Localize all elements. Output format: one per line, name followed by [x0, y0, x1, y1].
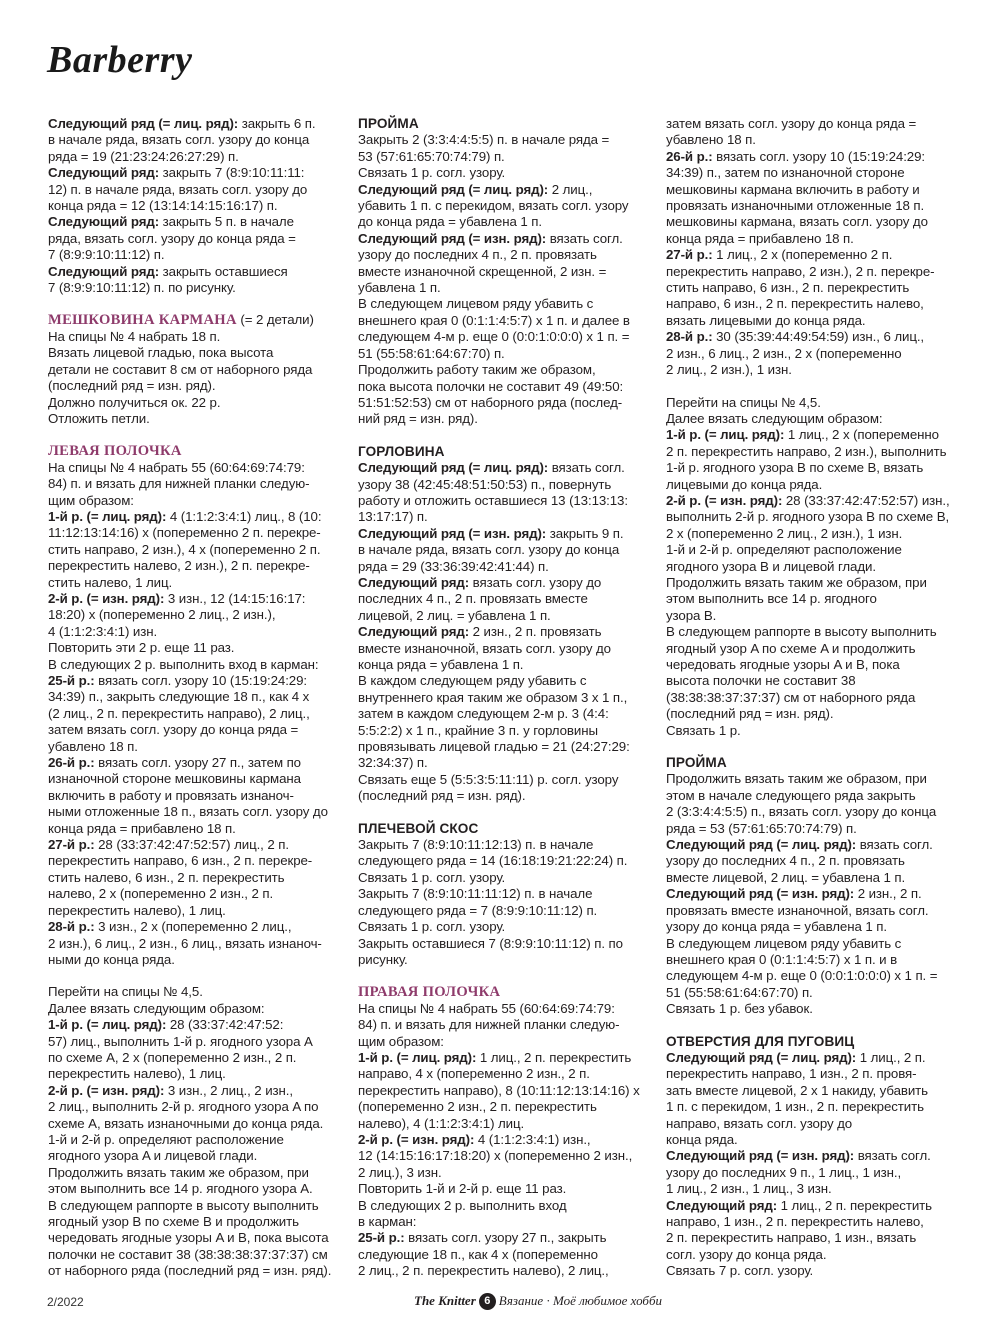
text-column-1	[48, 116, 344, 1280]
text-line: перекрестить направо, 1 изн., 2 п. провя-	[666, 1066, 917, 1082]
text-line: В следующих 2 р. выполнить вход в карман:	[48, 656, 319, 672]
instruction-line	[666, 329, 962, 345]
text-line: На спицы № 4 набрать 18 п.	[48, 328, 221, 344]
text-line: последних 4 п., 2 п. провязать вместе	[358, 591, 588, 607]
text-line: направо, вязать согл. узору до	[666, 1115, 853, 1131]
row-instruction: 4 (1:1:2:3:4:1) лиц., 8 (10:	[166, 508, 322, 524]
text-line: 2 изн.), 6 лиц., 2 изн., 6 лиц., вязать изнаноч-	[48, 935, 322, 951]
page-number-badge: 6	[479, 1293, 496, 1310]
text-line: направо, 4 х (попеременно 2 изн., 2 п.	[358, 1066, 590, 1082]
paragraph-gap	[666, 1018, 962, 1034]
text-line: Связать 1 р. без убавок.	[666, 1001, 813, 1017]
text-line: ягодный узор B по схеме B и продолжить	[48, 1214, 299, 1229]
row-instruction: закрыть оставшиеся	[159, 263, 288, 279]
row-instruction: 2 лиц.,	[548, 181, 593, 197]
text-line: 84) п. и вязать для нижней планки следую-	[48, 476, 310, 492]
text-line: затем вязать согл. узору до конца ряда =	[48, 722, 299, 738]
subsection-heading: ПЛЕЧЕВОЙ СКОС	[358, 820, 479, 836]
magazine-tagline: Вязание · Моё любимое хобби	[498, 1293, 662, 1308]
text-line: схеме A, вязать изнаночными до конца ряда.	[48, 1115, 324, 1131]
text-line: мешковины кармана включить в работу и	[666, 181, 920, 197]
text-line: Связать 1 р. согл. узору.	[358, 919, 506, 935]
text-line: узору до конца ряда = убавлена 1 п.	[666, 919, 887, 935]
row-label: 2-й р. (= изн. ряд):	[666, 492, 783, 508]
row-label: 1-й р. (= лиц. ряд):	[48, 1017, 167, 1033]
text-line: Закрыть 7 (8:9:10:11:12:13) п. в начале	[358, 837, 594, 853]
text-line: ягодного узора A и лицевой глади.	[48, 1148, 258, 1164]
text-line: 11:12:13:14:16) х (попеременно 2 п. перекре-	[48, 525, 321, 541]
text-line: вместе изнаночной скрещенной, 2 изн. =	[358, 263, 607, 279]
text-line: 51 (55:58:61:64:67:70) п.	[666, 984, 813, 1000]
text-line: В каждом следующем ряду убавить с	[358, 673, 587, 689]
text-line: 13:17:17) п.	[358, 509, 428, 525]
text-line: лицевой, 2 лиц. = убавлена 1 п.	[358, 607, 551, 623]
row-instruction: вязать согл.	[856, 837, 933, 853]
row-instruction: 1 лиц., 2 х (попеременно 2 п.	[712, 247, 893, 263]
row-label: Следующий ряд (= изн. ряд):	[358, 230, 547, 246]
instruction-line	[666, 886, 962, 902]
text-line: В следующих 2 р. выполнить вход	[358, 1197, 567, 1213]
instruction-line	[666, 1198, 962, 1214]
section-heading-title: ЛЕВАЯ ПОЛОЧКА	[48, 443, 182, 460]
row-label: Следующий ряд (= изн. ряд):	[666, 886, 855, 902]
section-heading	[358, 984, 653, 1000]
paragraph-gap	[666, 379, 962, 395]
text-line: провязать изнаночными отложенные 18 п.	[666, 198, 925, 214]
row-instruction: 1 лиц., 2 п. перекрестить	[777, 1197, 932, 1213]
instruction-line	[358, 1050, 653, 1066]
text-line: 1 лиц., 2 изн., 1 лиц., 3 изн.	[666, 1181, 832, 1197]
text-line: Продолжить вязать таким же образом, при	[666, 574, 927, 590]
text-line: убавлено 18 п.	[666, 132, 756, 148]
section-heading-title: ПРАВАЯ ПОЛОЧКА	[358, 984, 501, 1001]
row-instruction: 2 изн., 2 п. провязать	[469, 624, 602, 640]
text-line: 12) п. в начале ряда, вязать согл. узору до	[48, 181, 308, 197]
instruction-line	[48, 591, 344, 607]
text-line: лицевыми до конца ряда.	[666, 476, 823, 492]
row-instruction: вязать согл.	[548, 460, 625, 476]
text-line: пока высота полочки не составит 49 (49:50:	[358, 378, 624, 394]
text-line: налево), 4 (1:1:2:3:4:1) лиц.	[358, 1115, 525, 1131]
paragraph-gap	[666, 739, 962, 755]
instruction-line	[48, 1083, 344, 1099]
text-line: В следующем лицевом ряду убавить с	[666, 935, 902, 951]
text-line: Продолжить вязать таким же образом, при	[48, 1164, 309, 1180]
row-instruction: 28 (33:37:42:47:52:	[166, 1017, 284, 1033]
text-line: выполнить 2-й р. ягодного узора B по схеме B,	[666, 509, 950, 525]
text-line: (38:38:38:37:37:37) см от наборного ряда	[666, 689, 916, 705]
text-line: следующем 4-м р. еще 0 (0:0:1:0:0:0) х 1 п. =	[666, 968, 938, 984]
text-line: конца ряда = 12 (13:14:14:15:16:17) п.	[48, 198, 278, 214]
text-line: ягодный узор A по схеме A и продолжить	[666, 640, 916, 656]
text-line: конца ряда = убавлена 1 п.	[358, 657, 524, 672]
text-line: 57) лиц., выполнить 1-й р. ягодного узора A	[48, 1033, 313, 1049]
section-heading-note: (= 2 детали)	[236, 312, 314, 328]
text-line: конца ряда = прибавлено 18 п.	[48, 820, 236, 836]
row-label: 28-й р.:	[666, 329, 713, 345]
text-line: узору 38 (42:45:48:51:50:53) п., повернуть	[358, 476, 612, 492]
row-label: Следующий ряд (= лиц. ряд):	[666, 837, 857, 853]
instruction-line	[48, 837, 344, 853]
text-line: стить налево, 6 изн., 2 п. перекрестить	[48, 869, 285, 885]
text-line: Закрыть 7 (8:9:10:11:11:12) п. в начале	[358, 886, 593, 902]
instruction-line	[666, 493, 962, 509]
issue-number: 2/2022	[47, 1295, 84, 1309]
section-heading	[48, 312, 344, 328]
row-label: Следующий ряд (= лиц. ряд):	[666, 1049, 857, 1065]
text-line: узору до последних 4 п., 2 п. провязать	[358, 247, 597, 263]
text-line: 51:51:52:53) см от наборного ряда (послед-	[358, 394, 623, 410]
text-line: ряда = 53 (57:61:65:70:74:79) п.	[666, 820, 857, 836]
text-line: 2 лиц., выполнить 2-й р. ягодного узора A по	[48, 1099, 319, 1115]
row-label: Следующий ряд (= лиц. ряд):	[48, 116, 239, 131]
text-line: чередовать ягодные узоры A и B, пока высота	[48, 1230, 329, 1246]
text-line: в карман:	[358, 1214, 417, 1229]
text-line: высота полочки не составит 38	[666, 673, 856, 689]
text-line: 18:20) х (попеременно 2 лиц., 2 изн.),	[48, 607, 276, 623]
text-line: следующего ряда = 14 (16:18:19:21:22:24) п.	[358, 853, 628, 869]
row-label: Следующий ряд:	[48, 214, 160, 230]
text-line: направо, 6 изн., 2 п. перекрестить налево,	[666, 296, 924, 312]
text-line: внешнего края 0 (0:1:1:4:5:7) х 1 п. и далее в	[358, 312, 630, 328]
text-line: от наборного ряда (последний ряд = изн. ряд).	[48, 1263, 332, 1279]
text-line: Перейти на спицы № 4,5.	[666, 394, 821, 410]
text-line: 34:39) п., закрыть следующие 18 п., как 4 х	[48, 689, 310, 705]
text-line: Связать 1 р.	[666, 722, 741, 738]
text-line: конца ряда = прибавлено 18 п.	[666, 230, 854, 246]
subsection-heading: ПРОЙМА	[358, 116, 419, 131]
row-label: Следующий ряд:	[48, 263, 160, 279]
row-label: 28-й р.:	[48, 919, 95, 935]
text-line: детали не составит 8 см от наборного ряда	[48, 361, 313, 377]
instruction-line	[48, 755, 344, 771]
text-line: щим образом:	[48, 492, 134, 508]
text-line: В следующем раппорте в высоту выполнить	[48, 1197, 319, 1213]
text-line: этом выполнить все 14 р. ягодного узора A.	[48, 1181, 313, 1197]
text-line: работу и отложить оставшиеся 13 (13:13:13:	[358, 492, 628, 508]
row-label: Следующий ряд:	[358, 624, 470, 640]
row-label: 2-й р. (= изн. ряд):	[48, 1082, 165, 1098]
text-line: 12 (14:15:16:17:18:20) х (попеременно 2 изн.,	[358, 1148, 633, 1164]
text-line: Закрыть оставшиеся 7 (8:9:9:10:11:12) п. по	[358, 935, 623, 951]
row-instruction: 1 лиц., 2 п. перекрестить	[476, 1049, 632, 1065]
text-line: Повторить эти 2 р. еще 11 раз.	[48, 640, 235, 656]
row-instruction: вязать согл. узору 10 (15:19:24:29:	[712, 148, 925, 164]
text-line: внутреннего края таким же образом 3 х 1 п.,	[358, 689, 628, 705]
instruction-line	[666, 1050, 962, 1066]
text-line: (последний ряд = изн. ряд).	[358, 788, 526, 804]
text-line: 2 лиц.), 3 изн.	[358, 1164, 442, 1180]
text-line: 7 (8:9:9:10:11:12) п. по рисунку.	[48, 280, 236, 296]
instruction-line	[666, 1148, 962, 1164]
instruction-line	[48, 165, 344, 181]
section-heading-title: МЕШКОВИНА КАРМАНА	[48, 312, 237, 329]
text-line: налево, 2 х (попеременно 2 изн., 2 п.	[48, 886, 274, 902]
text-column-2	[358, 116, 653, 1280]
text-line: 32:34:37) п.	[358, 755, 428, 771]
text-line: На спицы № 4 набрать 55 (60:64:69:74:79:	[358, 1000, 615, 1016]
text-line: ряда = 29 (33:36:39:42:41:44) п.	[358, 558, 549, 574]
text-line: перекрестить направо, 6 изн., 2 п. перекре-	[48, 853, 313, 869]
row-label: 26-й р.:	[666, 148, 713, 164]
row-instruction: закрыть 6 п.	[238, 116, 316, 131]
row-label: Следующий ряд:	[666, 1197, 778, 1213]
row-instruction: закрыть 9 п.	[546, 525, 624, 541]
instruction-line	[48, 1017, 344, 1033]
text-line: перекрестить направо, 2 изн.), 2 п. перекре-	[666, 263, 935, 279]
row-instruction: 1 лиц., 2 п.	[856, 1049, 926, 1065]
text-line: следующие 18 п., как 4 х (попеременно	[358, 1246, 598, 1262]
row-label: Следующий ряд:	[358, 574, 470, 590]
text-line: следующем 4-м р. еще 0 (0:0:1:0:0:0) х 1 п. =	[358, 329, 630, 345]
row-instruction: вязать согл. узору 27 п., затем по	[94, 755, 301, 771]
text-line: затем вязать согл. узору до конца ряда =	[666, 116, 917, 131]
text-line: изнаночной стороне мешковины кармана	[48, 771, 301, 787]
text-line: 7 (8:9:9:10:11:12) п.	[48, 247, 165, 263]
text-line: В следующем лицевом ряду убавить с	[358, 296, 594, 312]
footer-masthead	[414, 1293, 662, 1310]
text-line: стить направо, 2 изн.), 4 х (попеременно 2 п.	[48, 541, 321, 557]
text-line: 1-й и 2-й р. определяют расположение	[666, 542, 902, 558]
instruction-line	[48, 264, 344, 280]
row-instruction: 1 лиц., 2 х (попеременно	[784, 427, 939, 443]
row-instruction: вязать согл. узору 27 п., закрыть	[404, 1230, 607, 1246]
text-line: провязывать лицевой гладью = 21 (24:27:29:	[358, 739, 630, 755]
text-line: направо, 1 изн., 2 п. перекрестить налево,	[666, 1214, 924, 1229]
instruction-line	[666, 149, 962, 165]
row-instruction: вязать согл. узору до	[469, 574, 602, 590]
text-line: убавлено 18 п.	[48, 738, 138, 754]
row-instruction: 3 изн., 2 х (попеременно 2 лиц.,	[94, 919, 292, 935]
instruction-line	[48, 116, 344, 132]
instruction-line	[666, 837, 962, 853]
text-line: 2 изн., 6 лиц., 2 изн., 2 х (попеременно	[666, 345, 902, 361]
paragraph-gap	[48, 427, 344, 443]
text-line: Перейти на спицы № 4,5.	[48, 984, 203, 1000]
text-line: 34:39) п., затем по изнаночной стороне	[666, 165, 905, 181]
text-line: Далее вязать следующим образом:	[666, 410, 883, 426]
text-line: ряда = 19 (21:23:24:26:27:29) п.	[48, 148, 239, 164]
text-line: перекрестить налево), 1 лиц.	[48, 1066, 226, 1082]
row-label: 27-й р.:	[666, 247, 713, 263]
row-instruction: 4 (1:1:2:3:4:1) изн.,	[474, 1131, 591, 1147]
text-line: ряда, вязать согл. узору до конца ряда =	[48, 230, 296, 246]
text-line: убавлена 1 п.	[358, 280, 441, 296]
row-instruction: 3 изн., 2 лиц., 2 изн.,	[164, 1082, 293, 1098]
text-line: 5:5:2:2) х 1 п., крайние 3 п. у горловины	[358, 722, 598, 738]
text-line: в начале ряда, вязать согл. узору до конца	[48, 132, 310, 148]
text-line: ягодного узора B и лицевой глади.	[666, 558, 876, 574]
text-line: этом выполнить все 14 р. ягодного	[666, 591, 877, 607]
instruction-line	[666, 427, 962, 443]
row-instruction: 28 (33:37:42:47:52:57) изн.,	[782, 492, 950, 508]
magazine-brand: The Knitter	[414, 1293, 476, 1308]
text-line: Должно получиться ок. 22 р.	[48, 394, 221, 410]
text-line: этом в начале следующего ряда закрыть	[666, 787, 916, 803]
text-line: Связать еще 5 (5:5:3:5:11:11) р. согл. узору	[358, 771, 619, 787]
pattern-title: Barberry	[47, 39, 193, 81]
text-line: 2 лиц., 2 изн.), 1 изн.	[666, 362, 792, 378]
text-line: Связать 7 р. согл. узору.	[666, 1263, 814, 1279]
text-line: Связать 1 р. согл. узору.	[358, 165, 506, 181]
row-label: 25-й р.:	[358, 1230, 405, 1246]
text-line: 2 п. перекрестить направо, 1 изн., вязать	[666, 1230, 917, 1246]
text-line: 1 п. с перекидом, 1 изн., 2 п. перекрестить	[666, 1099, 924, 1115]
text-line: вязать лицевыми до конца ряда.	[666, 312, 866, 328]
text-line: Закрыть 2 (3:3:4:4:5:5) п. в начале ряда =	[358, 132, 610, 148]
text-line: В следующем раппорте в высоту выполнить	[666, 624, 937, 640]
text-line: включить в работу и провязать изнаноч-	[48, 787, 294, 803]
instruction-line	[358, 231, 653, 247]
text-line: На спицы № 4 набрать 55 (60:64:69:74:79:	[48, 459, 305, 475]
text-line: согл. узору до конца ряда.	[666, 1246, 827, 1262]
instruction-line	[48, 214, 344, 230]
instruction-line	[48, 509, 344, 525]
text-line: полочки не составит 38 (38:38:38:37:37:37) см	[48, 1246, 328, 1262]
text-line: в начале ряда, вязать согл. узору до конца	[358, 542, 620, 558]
row-label: Следующий ряд (= лиц. ряд):	[358, 460, 549, 476]
row-label: 1-й р. (= лиц. ряд):	[48, 508, 167, 524]
text-line: до конца ряда = убавлена 1 п.	[358, 214, 542, 230]
paragraph-gap	[358, 968, 653, 984]
instruction-line	[358, 460, 653, 476]
text-line: чередовать ягодные узоры A и B, пока	[666, 657, 900, 672]
text-line: (последний ряд = изн. ряд).	[666, 706, 834, 722]
text-line: Далее вязать следующим образом:	[48, 1000, 265, 1016]
paragraph-gap	[358, 428, 653, 444]
row-label: Следующий ряд:	[48, 165, 160, 181]
row-label: Следующий ряд (= изн. ряд):	[666, 1148, 855, 1164]
text-line: перекрестить налево, 2 изн.), 2 п. перекре-	[48, 558, 310, 574]
text-line: Отложить петли.	[48, 410, 150, 426]
subsection-heading: ПРОЙМА	[666, 755, 727, 771]
text-line: (2 лиц., 2 п. перекрестить направо), 2 лиц.,	[48, 705, 310, 721]
row-instruction: закрыть 5 п. в начале	[159, 214, 294, 230]
text-line: 51 (55:58:61:64:67:70) п.	[358, 345, 505, 361]
text-line: Связать 1 р. согл. узору.	[358, 869, 506, 885]
text-line: Вязать лицевой гладью, пока высота	[48, 345, 274, 361]
text-line: стить налево, 1 лиц.	[48, 574, 173, 590]
row-instruction: вязать согл. узору 10 (15:19:24:29:	[94, 673, 307, 688]
row-label: 26-й р.:	[48, 755, 95, 771]
text-line: ными отложенные 18 п., вязать согл. узору до	[48, 804, 328, 820]
text-line: ний ряд = изн. ряд).	[358, 411, 478, 427]
paragraph-gap	[48, 968, 344, 984]
instruction-line	[358, 1230, 653, 1246]
text-line: 2 (3:3:4:4:5:5) п., вязать согл. узору до конца	[666, 804, 937, 820]
row-instruction: 30 (35:39:44:49:54:59) изн., 6 лиц.,	[712, 329, 925, 345]
paragraph-gap	[358, 805, 653, 821]
text-line: следующего ряда = 7 (8:9:9:10:11:12) п.	[358, 902, 598, 918]
text-line: Продолжить работу таким же образом,	[358, 362, 596, 378]
text-line: по схеме A, 2 х (попеременно 2 изн., 2 п.	[48, 1049, 297, 1065]
text-line: 2 х (попеременно 2 лиц., 2 изн.), 1 изн.	[666, 525, 903, 541]
instruction-line	[48, 673, 344, 689]
text-line: ными до конца ряда.	[48, 951, 175, 967]
row-label: Следующий ряд (= лиц. ряд):	[358, 181, 549, 197]
row-instruction: вязать согл.	[546, 230, 623, 246]
row-label: 27-й р.:	[48, 837, 95, 853]
text-line: конца ряда.	[666, 1131, 738, 1147]
text-line: затем в каждом следующем 2-м р. 3 (4:4:	[358, 706, 609, 722]
instruction-line	[358, 182, 653, 198]
text-line: (последний ряд = изн. ряд).	[48, 378, 216, 394]
text-line: (попеременно 2 изн., 2 п. перекрестить	[358, 1099, 597, 1115]
text-line: убавить 1 п. с перекидом, вязать согл. узору	[358, 198, 629, 214]
subsection-heading: ОТВЕРСТИЯ ДЛЯ ПУГОВИЦ	[666, 1033, 855, 1049]
text-line: 2 п. перекрестить направо, 2 изн.), выполнить	[666, 443, 947, 459]
text-line: 2 лиц., 2 п. перекрестить налево), 2 лиц.,	[358, 1263, 609, 1279]
instruction-line	[358, 575, 653, 591]
text-line: внешнего края 0 (0:1:1:4:5:7) х 1 п. и в	[666, 951, 898, 967]
row-label: 25-й р.:	[48, 673, 95, 688]
row-instruction: 28 (33:37:42:47:52:57) лиц., 2 п.	[94, 837, 289, 853]
text-line: узора B.	[666, 607, 717, 623]
instruction-line	[358, 624, 653, 640]
text-line: рисунку.	[358, 951, 408, 967]
text-line: Повторить 1-й и 2-й р. еще 11 раз.	[358, 1181, 567, 1197]
row-label: 1-й р. (= лиц. ряд):	[358, 1049, 477, 1065]
text-line: 53 (57:61:65:70:74:79) п.	[358, 148, 505, 164]
text-line: стить направо, 6 изн., 2 п. перекрестить	[666, 280, 910, 296]
text-line: Продолжить вязать таким же образом, при	[666, 771, 927, 787]
row-instruction: 3 изн., 12 (14:15:16:17:	[164, 590, 306, 606]
text-line: мешковины кармана, вязать согл. узору до	[666, 214, 928, 230]
text-line: зать вместе лицевой, 2 х 1 накиду, убавить	[666, 1082, 928, 1098]
text-line: узору до последних 4 п., 2 п. провязать	[666, 853, 905, 869]
paragraph-gap	[48, 296, 344, 312]
row-label: 2-й р. (= изн. ряд):	[358, 1131, 475, 1147]
text-column-3	[666, 116, 962, 1280]
text-line: вместе изнаночной, вязать согл. узору до	[358, 640, 611, 656]
instruction-line	[666, 247, 962, 263]
text-line: перекрестить налево), 1 лиц.	[48, 902, 226, 918]
row-instruction: вязать согл.	[854, 1148, 931, 1164]
text-line: провязать вместе изнаночной, вязать согл.	[666, 902, 929, 918]
row-instruction: закрыть 7 (8:9:10:11:11:	[159, 165, 305, 181]
row-label: 2-й р. (= изн. ряд):	[48, 590, 165, 606]
text-line: 4 (1:1:2:3:4:1) изн.	[48, 623, 158, 639]
text-line: 1-й р. ягодного узора B по схеме B, вязать	[666, 460, 924, 476]
text-line: перекрестить направо), 8 (10:11:12:13:14:16) х	[358, 1082, 640, 1098]
text-line: вместе лицевой, 2 лиц. = убавлена 1 п.	[666, 869, 906, 885]
instruction-line	[358, 526, 653, 542]
instruction-line	[48, 919, 344, 935]
row-instruction: 2 изн., 2 п.	[854, 886, 922, 902]
text-line: 1-й и 2-й р. определяют расположение	[48, 1131, 284, 1147]
text-line: узору до последних 9 п., 1 лиц., 1 изн.,	[666, 1164, 902, 1180]
text-line: 84) п. и вязать для нижней планки следую-	[358, 1017, 620, 1033]
row-label: 1-й р. (= лиц. ряд):	[666, 427, 785, 443]
section-heading	[48, 443, 344, 459]
subsection-heading: ГОРЛОВИНА	[358, 443, 445, 459]
instruction-line	[358, 1132, 653, 1148]
row-label: Следующий ряд (= изн. ряд):	[358, 525, 547, 541]
text-line: щим образом:	[358, 1033, 444, 1049]
